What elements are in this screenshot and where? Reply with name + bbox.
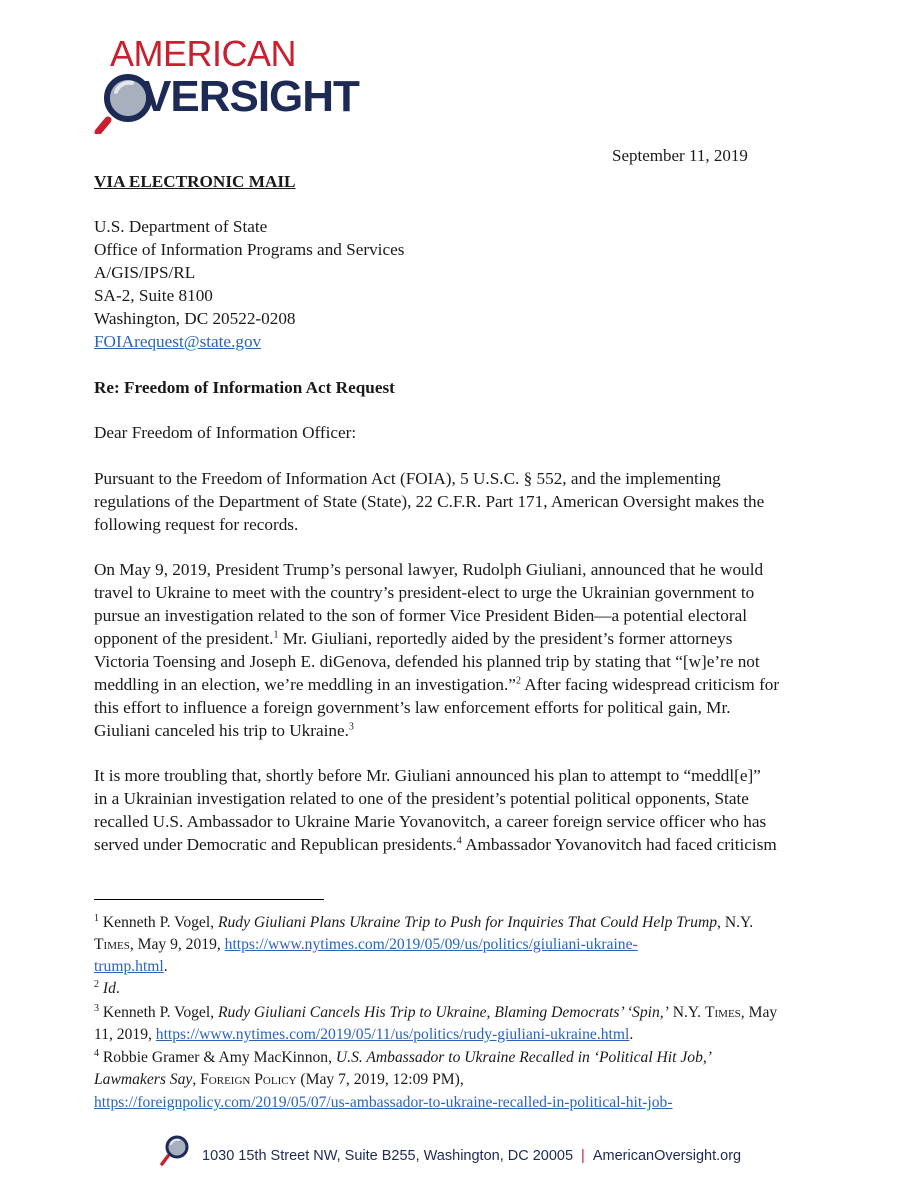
paragraph-text: meddling in an election, we’re meddling in an investigation.” bbox=[94, 675, 516, 694]
footer-website[interactable]: AmericanOversight.org bbox=[592, 1148, 742, 1164]
paragraph-text: Mr. Giuliani, reportedly aided by the president’s former attorneys bbox=[278, 629, 733, 648]
paragraph-line bbox=[94, 627, 732, 650]
footnote-ref[interactable]: 2 bbox=[515, 675, 521, 687]
footnote-date: 11, 2019, bbox=[94, 1026, 156, 1043]
footnote-author: Kenneth P. Vogel, bbox=[99, 914, 218, 931]
paragraph-line: It is more troubling that, shortly before Mr. Giuliani announced his plan to attempt to “meddl[e]” bbox=[94, 766, 761, 785]
footnote-title: Rudy Giuliani Plans Ukraine Trip to Push for Inquiries That Could Help Trump bbox=[217, 914, 718, 931]
footnote-url[interactable]: https://foreignpolicy.com/2019/05/07/us-ambassador-to-ukraine-recalled-in-political-hit-job- bbox=[94, 1094, 673, 1111]
footnote-publication: N.Y. bbox=[668, 1004, 705, 1021]
footnote-punct: . bbox=[115, 980, 120, 997]
paragraph-line: Pursuant to the Freedom of Information Act (FOIA), 5 U.S.C. § 552, and the implementing bbox=[94, 469, 721, 488]
subject-line: Re: Freedom of Information Act Request bbox=[94, 378, 395, 397]
paragraph-text: Giuliani canceled his trip to Ukraine. bbox=[94, 721, 349, 740]
logo-text-american: AMERICAN bbox=[110, 33, 297, 74]
footnote-ref[interactable]: 4 bbox=[456, 835, 462, 847]
paragraph-line bbox=[94, 719, 354, 742]
footnote-number: 2 bbox=[94, 978, 99, 990]
address-line: A/GIS/IPS/RL bbox=[94, 263, 196, 282]
paragraph-line: this effort to influence a foreign government’s law enforcement efforts for political gain, Mr. bbox=[94, 698, 731, 717]
footer-address: 1030 15th Street NW, Suite B255, Washington, DC 20005 bbox=[202, 1148, 574, 1164]
footnote-publication: Times bbox=[94, 936, 130, 953]
paragraph-text: opponent of the president. bbox=[94, 629, 274, 648]
footnote-number: 4 bbox=[94, 1047, 99, 1059]
footnote-publication: , N.Y. bbox=[717, 914, 754, 931]
paragraph-text: served under Democratic and Republican presidents. bbox=[94, 835, 457, 854]
paragraph-line: travel to Ukraine to meet with the country’s president-elect to urge the Ukrainian government to bbox=[94, 583, 755, 602]
american-oversight-logo bbox=[94, 34, 414, 129]
paragraph-line: in a Ukrainian investigation related to one of the president’s potential political opponents, State bbox=[94, 789, 749, 808]
footnote-title: Id bbox=[102, 980, 116, 997]
paragraph-line bbox=[94, 673, 779, 696]
footnote-punct: , bbox=[192, 1071, 201, 1088]
magnifying-glass-icon bbox=[160, 1134, 190, 1166]
paragraph-line: On May 9, 2019, President Trump’s personal lawyer, Rudolph Giuliani, announced that he would bbox=[94, 560, 764, 579]
footnote-publication: Times bbox=[704, 1004, 741, 1021]
footnote-divider bbox=[94, 899, 324, 900]
footnote-title: U.S. Ambassador to Ukraine Recalled in ‘Political Hit Job,’ bbox=[335, 1049, 712, 1066]
footer-text bbox=[202, 1148, 741, 1164]
salutation: Dear Freedom of Information Officer: bbox=[94, 423, 357, 442]
paragraph-line: following request for records. bbox=[94, 515, 299, 534]
paragraph-line: recalled U.S. Ambassador to Ukraine Marie Yovanovitch, a career foreign service officer who has bbox=[94, 812, 767, 831]
footnote-1-cont bbox=[94, 956, 168, 978]
footnote-3-cont bbox=[94, 1024, 633, 1046]
footnote-ref[interactable]: 1 bbox=[273, 629, 279, 641]
paragraph-line: pursue an investigation related to the son of former Vice President Biden—a potential electoral bbox=[94, 606, 748, 625]
footnote-url[interactable]: https://www.nytimes.com/2019/05/09/us/politics/giuliani-ukraine- bbox=[224, 936, 638, 953]
footnote-punct: . bbox=[629, 1026, 634, 1043]
footnote-url[interactable]: https://www.nytimes.com/2019/05/11/us/politics/rudy-giuliani-ukraine.html bbox=[155, 1026, 630, 1043]
letter-date: September 11, 2019 bbox=[612, 146, 748, 165]
footnote-date: , May 9, 2019, bbox=[129, 936, 225, 953]
footnote-url[interactable]: trump.html bbox=[94, 958, 164, 975]
footnote-2 bbox=[94, 978, 120, 1000]
footer-separator: | bbox=[581, 1148, 585, 1164]
footnote-number: 1 bbox=[94, 912, 99, 924]
footnote-date: (May 7, 2019, 12:09 PM), bbox=[296, 1071, 464, 1088]
footnote-1-cont bbox=[94, 934, 638, 956]
footnote-1 bbox=[94, 912, 753, 934]
paragraph-text: After facing widespread criticism for bbox=[520, 675, 780, 694]
address-line: SA-2, Suite 8100 bbox=[94, 286, 213, 305]
email-link[interactable]: FOIArequest@state.gov bbox=[94, 332, 262, 351]
logo-text-oversight: VERSIGHT bbox=[142, 72, 359, 121]
footnote-4-cont bbox=[94, 1092, 673, 1114]
address-line: Office of Information Programs and Services bbox=[94, 240, 405, 259]
footnote-title: Lawmakers Say bbox=[94, 1071, 193, 1088]
footnote-author: Robbie Gramer & Amy MacKinnon, bbox=[99, 1049, 336, 1066]
footnote-number: 3 bbox=[94, 1002, 99, 1014]
paragraph-line bbox=[94, 833, 777, 856]
paragraph-line: regulations of the Department of State (State), 22 C.F.R. Part 171, American Oversight makes the bbox=[94, 492, 765, 511]
paragraph-line: Victoria Toensing and Joseph E. diGenova, defended his planned trip by stating that “[w]e’re not bbox=[94, 652, 760, 671]
letterhead-footer bbox=[160, 1134, 800, 1168]
delivery-method: VIA ELECTRONIC MAIL bbox=[94, 172, 296, 191]
footnote-3 bbox=[94, 1002, 777, 1024]
footnote-title: Rudy Giuliani Cancels His Trip to Ukraine, Blaming Democrats’ ‘Spin,’ bbox=[217, 1004, 669, 1021]
footnote-ref[interactable]: 3 bbox=[348, 721, 354, 733]
address-line: Washington, DC 20522-0208 bbox=[94, 309, 296, 328]
paragraph-text: Ambassador Yovanovitch had faced criticism bbox=[461, 835, 777, 854]
footnote-author: Kenneth P. Vogel, bbox=[99, 1004, 218, 1021]
footnote-4-cont bbox=[94, 1069, 464, 1091]
footnote-punct: . bbox=[163, 958, 168, 975]
address-line: U.S. Department of State bbox=[94, 217, 268, 236]
footnote-date: , May bbox=[740, 1004, 778, 1021]
footnote-publication: Foreign Policy bbox=[200, 1071, 297, 1088]
footnote-4 bbox=[94, 1047, 712, 1069]
